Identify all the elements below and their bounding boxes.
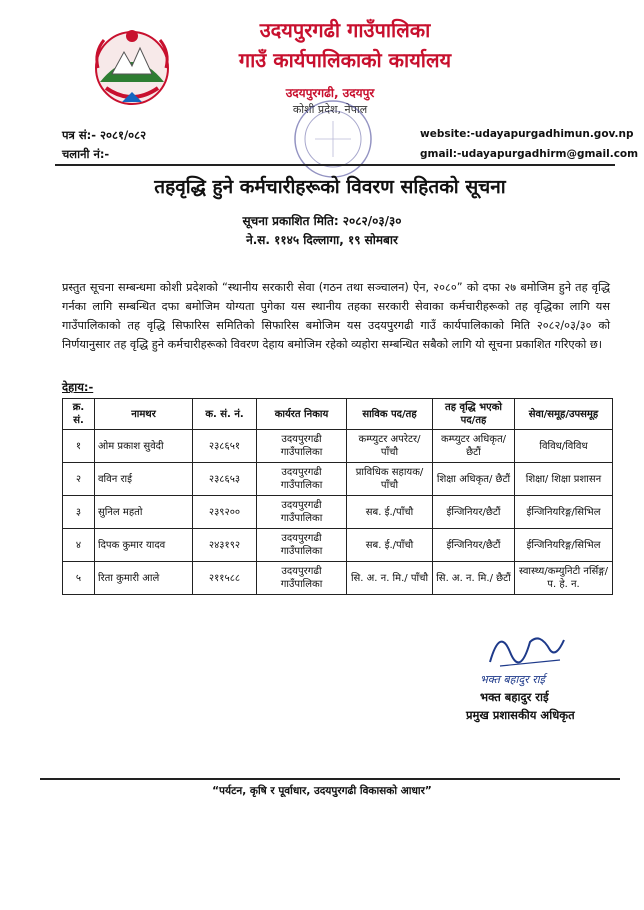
table-row [63,430,613,463]
signatory-name: भक्त बहादुर राई [480,690,549,704]
dispatch-number: चलानी नं:- [62,147,110,161]
cell-new-post: ईन्जिनियर/छैटौं [433,496,515,529]
cell-id: २११५८८ [193,562,257,595]
table-row [63,496,613,529]
cell-name: सुनिल महतो [95,496,193,529]
cell-office: उदयपुरगढी गाउँपालिका [257,463,347,496]
office-subtitle: गाउँ कार्यपालिकाको कार्यालय [238,48,452,72]
cell-service: शिक्षा/ शिक्षा प्रशासन [515,463,613,496]
notice-title: तहवृद्धि हुने कर्मचारीहरूको विवरण सहितको सूचना [154,176,506,198]
cell-office: उदयपुरगढी गाउँपालिका [257,496,347,529]
cell-name: दिपक कुमार यादव [95,529,193,562]
cell-service: ईन्जिनियरिङ्ग/सिभिल [515,496,613,529]
cell-id: २३८६५१ [193,430,257,463]
signature-handwritten-name: भक्त बहादुर राई [480,673,545,686]
cell-office: उदयपुरगढी गाउँपालिका [257,529,347,562]
cell-new-post: कम्प्युटर अधिकृत/ छैटौं [433,430,515,463]
cell-name: रिता कुमारी आले [95,562,193,595]
table-row [63,529,613,562]
cell-new-post: सि. अ. न. मि./ छैटौं [433,562,515,595]
cell-id: २३८६५३ [193,463,257,496]
col-header-new-post: तह वृद्धि भएको पद/तह [433,399,515,430]
col-header-old-post: साविक पद/तह [347,399,433,430]
cell-sn: ३ [63,496,95,529]
signature-icon [480,622,570,672]
email-text: gmail:-udayapurgadhirm@gmail.com [420,148,639,160]
cell-office: उदयपुरगढी गाउँपालिका [257,430,347,463]
table-row [63,463,613,496]
footer-divider [40,778,620,780]
office-stamp-icon [290,96,376,182]
cell-sn: ५ [63,562,95,595]
dehay-label: देहाय:- [62,380,94,394]
employee-table [62,398,613,595]
footer-motto: “पर्यटन, कृषि र पूर्वाधार, उदयपुरगढी विकासको आधार” [212,785,432,797]
cell-sn: ४ [63,529,95,562]
cell-name: वविन राई [95,463,193,496]
cell-id: २४३१९२ [193,529,257,562]
cell-service: ईन्जिनियरिङ्ग/सिभिल [515,529,613,562]
col-header-sn: क्र. सं. [63,399,95,430]
col-header-id: क. सं. नं. [193,399,257,430]
cell-sn: २ [63,463,95,496]
cell-service: विविध/विविध [515,430,613,463]
nepal-sambat-date: ने.स. ११४५ दिल्लागा, १९ सोमबार [246,233,398,247]
table-row [63,562,613,595]
cell-service: स्वास्थ्य/कम्युनिटी नर्सिङ्ग/प. हे. न. [515,562,613,595]
reference-number: पत्र सं:- २०८१/०८२ [62,128,147,142]
cell-old-post: सब. ई./पाँचौ [347,529,433,562]
col-header-name: नामथर [95,399,193,430]
cell-old-post: प्राविधिक सहायक/पाँचौ [347,463,433,496]
header-divider [55,164,615,166]
office-province: कोशी प्रदेश, नेपाल [292,103,368,116]
cell-old-post: सब. ई./पाँचौ [347,496,433,529]
signatory-title: प्रमुख प्रशासकीय अधिकृत [466,708,575,722]
col-header-office: कार्यरत निकाय [257,399,347,430]
cell-new-post: ईन्जिनियर/छैटौं [433,529,515,562]
office-name: उदयपुरगढी गाउँपालिका [259,18,431,42]
cell-name: ओम प्रकाश सुवेदी [95,430,193,463]
cell-office: उदयपुरगढी गाउँपालिका [257,562,347,595]
cell-old-post: सि. अ. न. मि./ पाँचौ [347,562,433,595]
website-text: website:-udayapurgadhimun.gov.np [420,128,634,140]
cell-id: २३९२०० [193,496,257,529]
col-header-service: सेवा/समूह/उपसमूह [515,399,613,430]
table-header-row [63,399,613,430]
cell-old-post: कम्प्युटर अपरेटर/पाँचौ [347,430,433,463]
cell-sn: १ [63,430,95,463]
cell-new-post: शिक्षा अधिकृत/ छैटौं [433,463,515,496]
publication-date: सूचना प्रकाशित मिति: २०८२/०३/३० [242,214,402,228]
notice-body: प्रस्तुत सूचना सम्बन्धमा कोशी प्रदेशको “स्थानीय सरकारी सेवा (गठन तथा सञ्चालन) ऐन, २०८०” को दफा २७ बमोजिम हुने तह वृद्धि गर्नका लागि सम्बन्धित दफा बमोजिम योग्यता पुगेका यस स्थानीय तहका सरकारी सेवाका कर्मचारीहरूको तह वृद्धिका लागि यस गाउँपालिकाको तह वृद्धि सिफारिस समितिको सिफारिस बमोजिम यस उदयपुरगढी गाउँ कार्यपालिकाको मिति २०८२/०३/३० को निर्णयानुसार तह वृद्धि हुने कर्मचारीहरूको विवरण देहाय बमोजिम रहेको व्यहोरा सम्बन्धित सबैको लागि यो सूचना प्रकाशित गरिएको छ। [62,281,611,351]
office-address: उदयपुरगढी, उदयपुर [285,86,375,100]
